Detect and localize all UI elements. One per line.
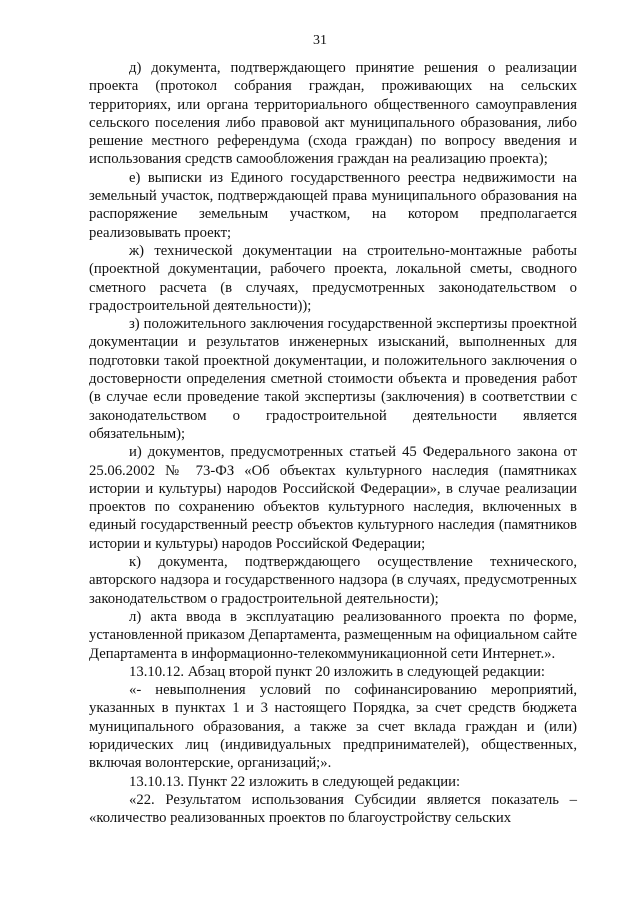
clause-13-10-12-text: «- невыполнения условий по софинансированию мероприятий, указанных в пунктах 1 и 3 настоящего Порядка, за счет средств бюджета муниципального образования, а также за счет вклада граждан и (или) юридических лиц (индивидуальных предпринимателей), общественных, включая волонтерские, организаций;». (89, 682, 577, 772)
clause-13-10-13-text: «22. Результатом использования Субсидии является показатель – «количество реализованных проектов по благоустройству сельских (89, 791, 577, 827)
paragraph-l: л) акта ввода в эксплуатацию реализованного проекта по форме, установленной приказом Департамента, размещенным на официальном сайте Департамента в информационно-телекоммуникационной сети Интернет.». (89, 608, 577, 662)
clause-13-10-12-heading: 13.10.12. Абзац второй пункт 20 изложить в следующей редакции: (129, 663, 545, 680)
paragraph-zh: ж) технической документации на строительно-монтажные работы (проектной документации, рабочего проекта, локальной сметы, сводного сметного расчета (в случаях, предусмотренных законодательством о градостроительной деятельности)); (89, 242, 577, 314)
page-number: 31 (313, 33, 327, 48)
paragraph-d: д) документа, подтверждающего принятие решения о реализации проекта (протокол собрания граждан, проживающих на сельских территориях, или органа территориального общественного самоуправления сельского поселения либо правовой акт муниципального образования, либо решение местного референдума (схода граждан) по вопросу введения и использования средств самообложения граждан на реализацию проекта); (89, 60, 577, 168)
paragraph-z: з) положительного заключения государственной экспертизы проектной документации и результатов инженерных изысканий, выполненных для подготовки такой проектной документации, и положительного заключения о достоверности определения сметной стоимости объекта и проведения работ (в случае если проведение такой экспертизы (заключения) в соответствии с законодательством о градостроительной деятельности является обязательным); (89, 316, 577, 442)
paragraph-i: и) документов, предусмотренных статьей 45 Федерального закона от 25.06.2002 № 73-ФЗ «Об объектах культурного наследия (памятниках истории и культуры) народов Российской Федерации», в случае реализации проектов по сохранению объектов культурного наследия, включенных в единый государственный реестр объектов культурного наследия (памятников истории и культуры) народов Российской Федерации; (89, 444, 577, 552)
paragraph-k: к) документа, подтверждающего осуществление технического, авторского надзора и государственного надзора (в случаях, предусмотренных законодательством о градостроительной деятельности); (89, 554, 577, 607)
paragraph-e: е) выписки из Единого государственного реестра недвижимости на земельный участок, подтверждающей права муниципального образования на распоряжение земельным участком, на котором предполагается реализовывать проект; (89, 169, 577, 241)
document-body (89, 59, 577, 827)
clause-13-10-13-heading: 13.10.13. Пункт 22 изложить в следующей редакции: (129, 773, 461, 790)
